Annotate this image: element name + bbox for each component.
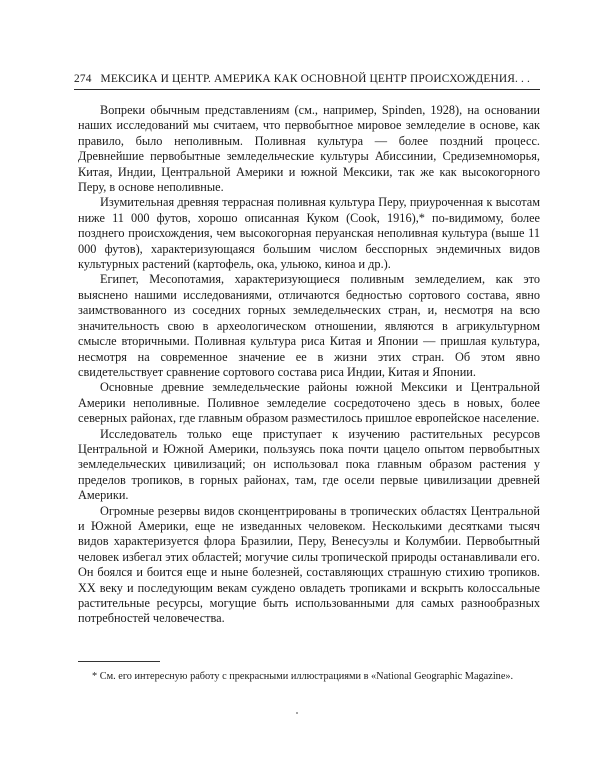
footnote: * См. его интересную работу с прекрасными иллюстрациями в «National Geographic Magazine». [92, 671, 514, 682]
paragraph: Египет, Месопотамия, характеризующиеся поливным земледелием, как это выяснено нашими исследованиями, отличаются бедностью сортового состава, явно заимствованного из соседних горных земледельческих стран, и, несмотря на всю значительность свою в археологическом отношении, являются в агрикультурном смысле вторичными. Поливная культура риса Китая и Японии — пришлая культура, несмотря на современное значение ее в жизни этих стран. Об этом явно свидетельствует сравнение сортового состава риса Индии, Китая и Японии. [78, 272, 540, 379]
page-number: 274 [74, 73, 92, 85]
paragraph: Исследователь только еще приступает к изучению растительных ресурсов Центральной и Южной Америки, пользуясь пока почти цацело опытом первобытных земледельческих цивилизаций; он использовал пока главным образом растения у пределов тропиков, в горных районах, там, где осели первые цивилизации древней Америки. [78, 426, 540, 503]
running-title: МЕКСИКА И ЦЕНТР. АМЕРИКА КАК ОСНОВНОЙ ЦЕНТР ПРОИСХОЖДЕНИЯ. . . [100, 73, 530, 85]
print-speck [296, 712, 298, 714]
paragraph: Вопреки обычным представлениям (см., например, Spinden, 1928), на основании наших исследований мы считаем, что первобытное мировое земледелие в основе, как правило, было неполивным. Поливная культура — более поздний процесс. Древнейшие первобытные земледельческие культуры Абиссинии, Средиземноморья, Китая, Индии, Центральной Америки и южной Мексики, так же как высокогорного Перу, в основе неполивные. [78, 103, 540, 195]
body-text [78, 103, 540, 627]
footnote-divider [78, 661, 160, 662]
paragraph: Основные древние земледельческие районы южной Мексики и Центральной Америки неполивные. Поливное земледелие сосредоточено здесь в новых, более северных районах, где главным образом разместилось пришлое европейское население. [78, 380, 540, 426]
paragraph: Огромные резервы видов сконцентрированы в тропических областях Центральной и Южной Америки, еще не изведанных человеком. Несколькими десятками тысяч видов характеризуется флора Бразилии, Перу, Венесуэлы и Колумбии. Первобытный человек избегал этих областей; могучие силы тропической природы останавливали его. Он боялся и боится еще и ныне болезней, составляющих страшную стихию тропиков. XX веку и последующим векам суждено овладеть тропиками и вскрыть колоссальные растительные ресурсы, могущие быть использованными для самых разнообразных потребностей человечества. [78, 503, 540, 626]
paragraph: Изумительная древняя террасная поливная культура Перу, приуроченная к высотам ниже 11 000 футов, хорошо описанная Куком (Cook, 1916),* по-видимому, более позднего происхождения, чем высокогорная перуанская неполивная культура (выше 11 000 футов), характеризующаяся большим числом бесспорных эндемичных видов культурных растений (картофель, ока, ульюко, киноа и др.). [78, 195, 540, 272]
running-header [74, 71, 540, 90]
